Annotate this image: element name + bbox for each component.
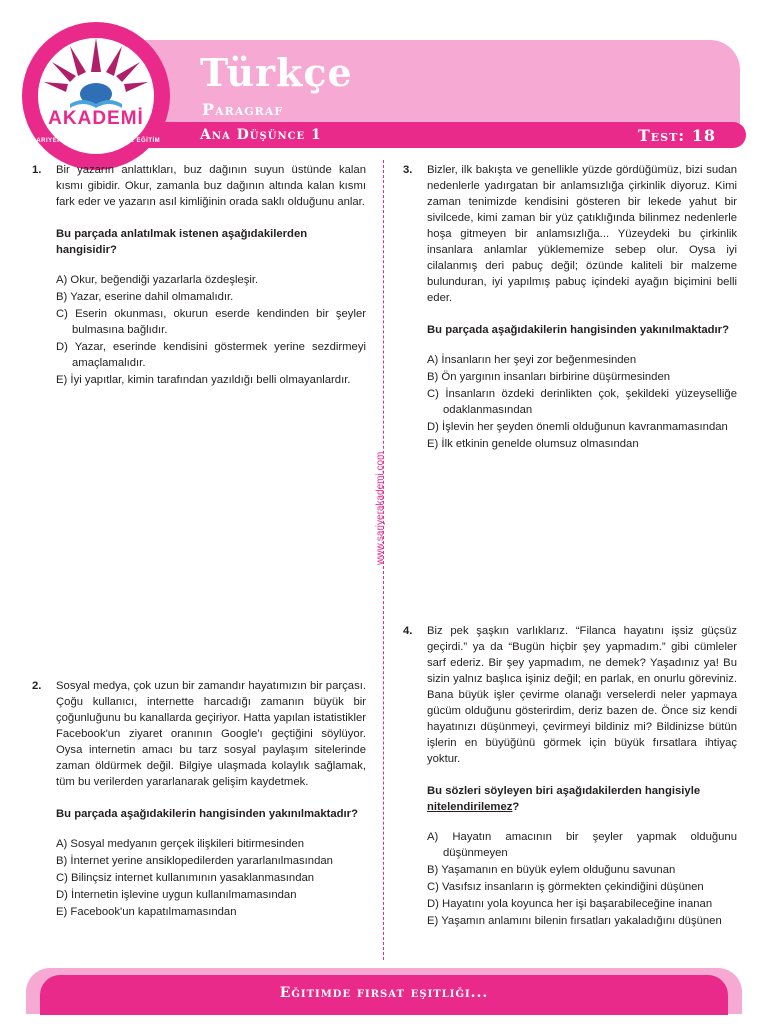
question-number: 4. [403, 625, 413, 637]
option-d[interactable]: D) Yazar, eserinde kendisini göstermek yerine sezdirmeyi amaçlamalıdır. [56, 341, 366, 369]
option-e[interactable]: E) Facebook'un kapatılmamasından [56, 906, 237, 918]
question-passage: Sosyal medya, çok uzun bir zamandır hayatımızın bir parçası. Çoğu kullanıcı, internette harcadığı zamanın büyük bir çoğunluğunu bu kanallarda geçiriyor. Hatta yapılan istatistikler Facebook'un ziyaret oranının Google'ı geçtiğini söylüyor. Oysa internetin amacı bu tarz sosyal paylaşım sitelerinde zaman öldürmek değil. Bilgiye ulaşmada kolaylık sağlamak, tüm bu verilerden yararlanarak gelişim kaydetmek. [56, 680, 366, 788]
stem-end: ? [512, 801, 520, 813]
section-title: Paragraf [202, 100, 284, 119]
subject-title: Türkçe [200, 50, 353, 95]
logo-ring-text: SARIYER BELEDİYESİ DESTEK EĞİTİM KURSU [31, 138, 161, 150]
option-c[interactable]: C) Vasıfsız insanların iş görmekten çekindiğini düşünen [427, 881, 704, 893]
option-e[interactable]: E) İlk etkinin genelde olumsuz olmasından [427, 438, 639, 450]
option-c[interactable]: C) Eserin okunması, okurun eserde kendinden bir şeyler bulmasına bağlıdır. [56, 308, 366, 336]
option-a[interactable]: A) Hayatın amacının bir şeyler yapmak olduğunu düşünmeyen [427, 831, 737, 859]
question-1 [32, 162, 366, 389]
answer-options [56, 272, 366, 388]
question-3 [403, 162, 737, 453]
question-stem: Bu parçada aşağıdakilerin hangisinden yakınılmaktadır? [427, 324, 729, 336]
option-b[interactable]: B) Yazar, eserine dahil olmamalıdır. [56, 291, 234, 303]
question-passage: Bir yazarın anlattıkları, buz dağının suyun üstünde kalan kısmı gibidir. Okur, zamanla buz dağının altında kalan kısmı fark eder ve yazarın asıl kimliğinin orada saklı olduğunu anlar. [56, 164, 366, 208]
option-b[interactable]: B) Ön yargının insanları birbirine düşürmesinden [427, 371, 671, 383]
question-number: 3. [403, 164, 413, 176]
question-passage: Biz pek şaşkın varlıklarız. “Filanca hayatını işsiz güçsüz geçirdi.” ya da “Bugün hiçbir şey yapmadım.” gibi cümleler sarf ederiz. Bir şey yapmadım, ne demek? Yaşadınız ya! Bu sizin yalnız başlıca işiniz değil; en parlak, en onurlu göreviniz. Bana büyük işler çevirme olanağı verselerdi neler yapmaya gücüm olduğunu gösterirdim, deriz bazen de. Önce siz kendi hayatınızı düşünmeyi, çevirmeyi bildiniz mi? Bildinizse bütün işlerin en büyüğünü görmek için büyük fırsatlara ihtiyaç yoktur. [427, 625, 737, 765]
question-stem: Bu parçada anlatılmak istenen aşağıdakilerden hangisidir? [56, 228, 308, 256]
academy-logo [20, 20, 172, 172]
option-d[interactable]: D) İşlevin her şeyden önemli olduğunun kavranmamasından [427, 421, 728, 433]
answer-options [56, 836, 366, 920]
option-b[interactable]: B) İnternet yerine ansiklopedilerden yararlanılmasından [56, 855, 333, 867]
option-a[interactable]: A) Sosyal medyanın gerçek ilişkileri bitirmesinden [56, 838, 305, 850]
stem-emphasis: nitelendirilemez [427, 801, 513, 813]
option-d[interactable]: D) İnternetin işlevine uygun kullanılmamasından [56, 889, 297, 901]
question-4 [403, 623, 737, 930]
test-number: Test: 18 [637, 126, 716, 145]
question-stem [427, 783, 737, 815]
answer-options [427, 829, 737, 929]
website-link[interactable]: www.sariyerakademi.com [375, 451, 386, 565]
option-c[interactable]: C) İnsanların özdeki derinlikten çok, şekildeki yüzeyselliğe odaklanmasından [427, 388, 737, 416]
question-stem: Bu parçada aşağıdakilerin hangisinden yakınılmaktadır? [56, 808, 358, 820]
option-a[interactable]: A) İnsanların her şeyi zor beğenmesinden [427, 354, 637, 366]
logo-brand: AKADEMİ [48, 108, 144, 129]
option-b[interactable]: B) Yaşamanın en büyük eylem olduğunu savunan [427, 864, 676, 876]
stem-start: Bu sözleri söyleyen biri aşağıdakilerden hangisiyle [427, 785, 701, 797]
question-number: 1. [32, 164, 42, 176]
question-number: 2. [32, 680, 42, 692]
question-2 [32, 678, 366, 921]
option-c[interactable]: C) Bilinçsiz internet kullanımının yasaklanmasından [56, 872, 315, 884]
option-e[interactable]: E) İyi yapıtlar, kimin tarafından yazıldığı belli olmayanlardır. [56, 374, 351, 386]
footer-slogan: Eğitimde fırsat eşitliği... [279, 985, 489, 1001]
option-a[interactable]: A) Okur, beğendiği yazarlarla özdeşleşir. [56, 274, 259, 286]
answer-options [427, 352, 737, 452]
option-e[interactable]: E) Yaşamın anlamını bilenin fırsatları yakaladığını düşünen [427, 915, 722, 927]
question-passage: Bizler, ilk bakışta ve genellikle yüzde gördüğümüz, bizi sudan nedenlerle yadırgatan bir anlamsızlığa çirkinlik diyoruz. Kimi zaman tenimizde kendisini gösteren bir lekede yahut bir sivilcede, kimi zaman bir yüz çatıklığında bilinmez nedenlerle hoşa gitmeyen bir anlamsızlığa... Yüzeydeki bu çirkinlik insanlara anlamlar yüklememize sebep olur. Oysa iyi cilalanmış deri pabuç değil; özünde kaliteli bir malzeme bulunduran, iyi yapılmış pabuç içindeki ayağın biçimini belli eder. [427, 164, 737, 304]
option-d[interactable]: D) Hayatını yola koyunca her işi başarabileceğine inanan [427, 898, 713, 910]
topic-title: Ana Düşünce 1 [200, 127, 322, 143]
